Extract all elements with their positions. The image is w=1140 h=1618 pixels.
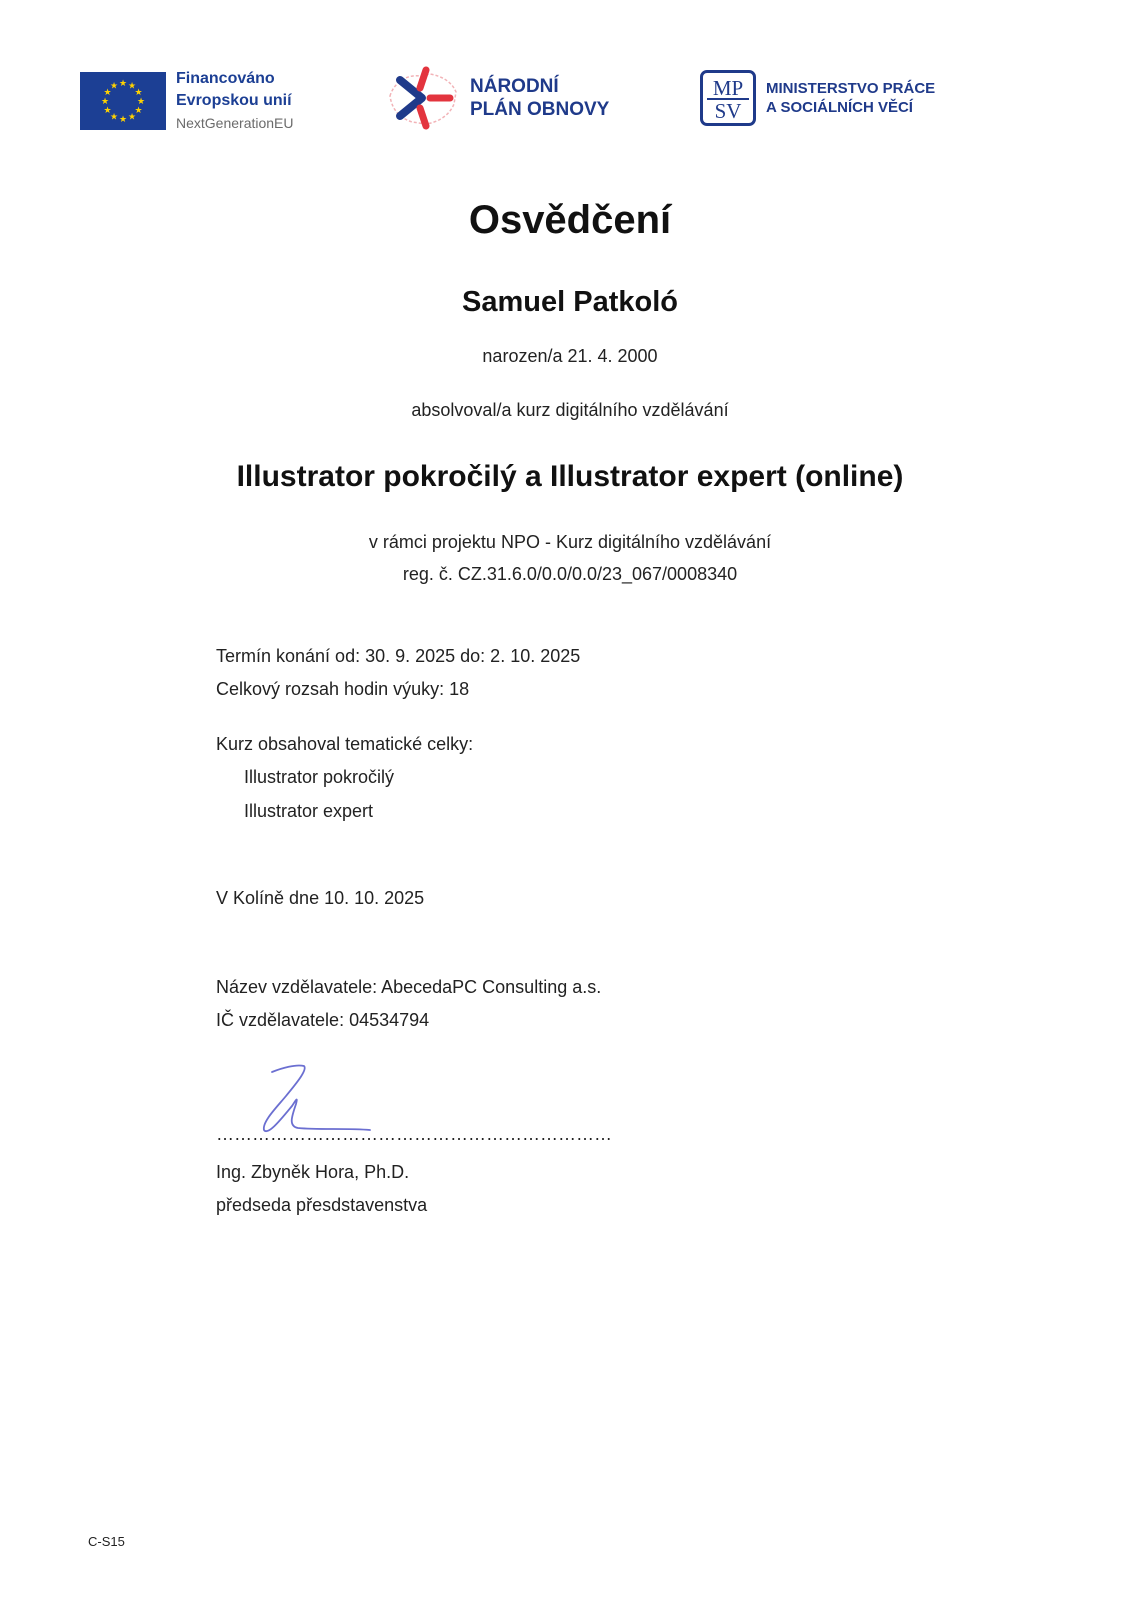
eu-logo-line1: Financováno [176,70,275,87]
npo-logo [386,66,609,130]
svg-text:★: ★ [134,88,143,98]
signature-line: ………………………………………………………… [216,1124,612,1144]
mpsv-logo [700,70,935,126]
svg-text:★: ★ [127,81,137,92]
mpsv-mark-top: MP [712,76,744,100]
svg-text:★: ★ [109,81,119,92]
npo-logo-line1: NÁRODNÍ [470,76,559,97]
signer-role: předseda přesdstavenstva [216,1195,428,1215]
mpsv-mark-icon [700,70,756,126]
course-topic: Illustrator expert [244,801,374,821]
svg-text:★: ★ [100,97,110,107]
mpsv-logo-line1: MINISTERSTVO PRÁCE [766,80,936,97]
provider-name: Název vzdělavatele: AbecedaPC Consulting a.s. [216,977,602,997]
provider-ico: IČ vzdělavatele: 04534794 [216,1010,430,1030]
course-topic: Illustrator pokročilý [244,767,395,787]
svg-text:★: ★ [118,115,128,125]
project-text: v rámci projektu NPO - Kurz digitálního vzdělávání [368,532,772,552]
recipient-name: Samuel Patkoló [462,286,678,318]
eu-logo [80,68,294,134]
eu-logo-line3: NextGenerationEU [176,115,294,131]
course-content-label: Kurz obsahoval tematické celky: [216,734,474,754]
place-and-date: V Kolíně dne 10. 10. 2025 [216,888,425,908]
svg-text:★: ★ [127,112,137,123]
svg-text:★: ★ [103,106,112,116]
svg-text:★: ★ [134,106,143,116]
course-hours: Celkový rozsah hodin výuky: 18 [216,679,470,699]
signer-name: Ing. Zbyněk Hora, Ph.D. [216,1162,410,1182]
course-term: Termín konání od: 30. 9. 2025 do: 2. 10. 2025 [216,646,581,666]
svg-text:★: ★ [118,79,128,89]
birth-date: narozen/a 21. 4. 2000 [482,346,658,366]
completion-text: absolvoval/a kurz digitálního vzdělávání [411,400,729,420]
registration-number: reg. č. CZ.31.6.0/0.0/0.0/23_067/0008340 [402,564,738,584]
certificate-title: Osvědčení [468,198,672,242]
svg-text:★: ★ [136,97,146,107]
svg-text:★: ★ [103,88,112,98]
eu-logo-line2: Evropskou unií [176,92,292,109]
course-name: Illustrator pokročilý a Illustrator expert (online) [236,460,904,493]
svg-text:★: ★ [109,112,119,123]
npo-arrow-icon [386,66,460,130]
document-code: C-S15 [88,1534,125,1549]
mpsv-logo-line2: A SOCIÁLNÍCH VĚCÍ [766,99,913,116]
eu-flag-icon [80,72,166,130]
npo-logo-line2: PLÁN OBNOVY [470,99,610,120]
mpsv-mark-bottom: SV [714,99,742,123]
